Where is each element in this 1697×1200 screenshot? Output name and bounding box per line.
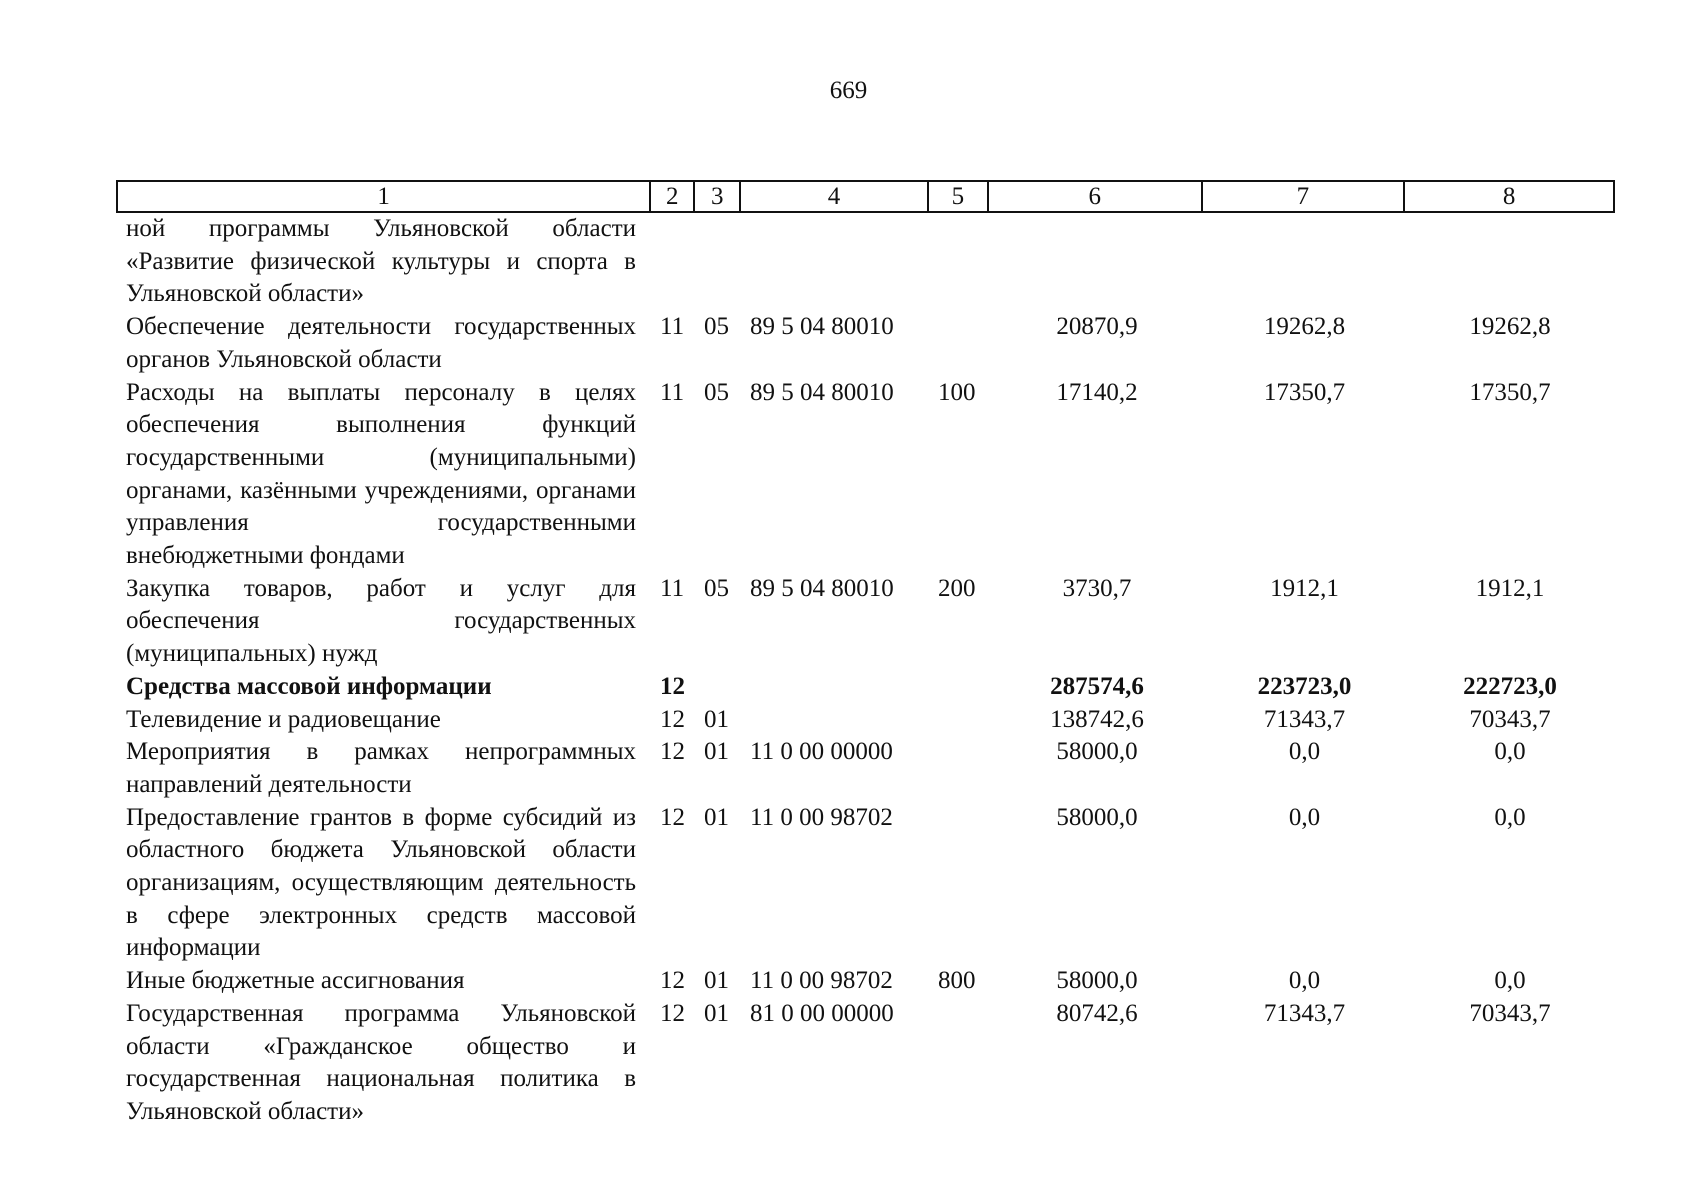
- row-col-6: 80742,6: [1056, 999, 1138, 1027]
- row-col-2: 12: [660, 672, 685, 700]
- row-description: Иные бюджетные ассигнования: [126, 967, 465, 995]
- table-row: [0, 671, 1697, 704]
- row-col-8: 0,0: [1494, 803, 1526, 831]
- table-row: [0, 736, 1697, 801]
- row-col-7: 71343,7: [1263, 705, 1346, 733]
- row-description: Расходы на выплаты персоналу в целях обеспечения выполнения функций государственными (муниципальными) органами, казёнными учреждениями, органами управления государственными внебюджетными фондами: [126, 378, 636, 570]
- row-col-2: 12: [660, 803, 685, 831]
- row-description: Государственная программа Ульяновской области «Гражданское общество и государственная национальная политика в Ульяновской области»: [126, 999, 636, 1125]
- header-col-5: 5: [929, 182, 989, 211]
- row-col-4: 11 0 00 00000: [750, 738, 893, 766]
- table-row: [0, 573, 1697, 671]
- row-col-2: 11: [660, 313, 685, 341]
- row-col-3: 05: [704, 574, 729, 602]
- table-row: [0, 802, 1697, 966]
- row-col-6: 287574,6: [1050, 672, 1144, 700]
- table-header-row: [116, 180, 1615, 213]
- row-description: Средства массовой информации: [126, 672, 492, 700]
- header-col-4: 4: [741, 182, 929, 211]
- row-col-2: 11: [660, 574, 685, 602]
- row-col-7: 0,0: [1288, 803, 1321, 831]
- row-col-3: 05: [704, 313, 729, 341]
- row-col-6: 20870,9: [1056, 313, 1138, 341]
- table-row: [0, 213, 1697, 311]
- row-col-4: 11 0 00 98702: [750, 803, 893, 831]
- row-col-2: 11: [660, 378, 685, 406]
- row-description: Обеспечение деятельности государственных органов Ульяновской области: [126, 313, 636, 373]
- row-col-7: 17350,7: [1263, 378, 1346, 406]
- row-description: Закупка товаров, работ и услуг для обеспечения государственных (муниципальных) нужд: [126, 574, 636, 668]
- row-col-8: 19262,8: [1469, 313, 1551, 341]
- table-body: [0, 213, 1697, 1129]
- row-description: Телевидение и радиовещание: [126, 705, 441, 733]
- row-col-4: 89 5 04 80010: [750, 313, 894, 341]
- row-col-6: 58000,0: [1056, 803, 1138, 831]
- row-col-3: 01: [704, 999, 729, 1027]
- row-col-7: 71343,7: [1263, 999, 1346, 1027]
- row-col-6: 138742,6: [1050, 705, 1144, 733]
- row-col-8: 0,0: [1494, 967, 1526, 995]
- row-description: ной программы Ульяновской области «Развитие физической культуры и спорта в Ульяновской области»: [126, 215, 636, 308]
- row-col-7: 223723,0: [1257, 672, 1352, 700]
- row-col-7: 1912,1: [1270, 574, 1339, 602]
- row-col-6: 3730,7: [1062, 574, 1132, 602]
- row-col-5: 800: [938, 967, 976, 995]
- page-number: 669: [829, 77, 868, 104]
- table-row: [0, 377, 1697, 573]
- row-col-5: 100: [938, 378, 976, 406]
- row-col-4: 81 0 00 00000: [750, 999, 894, 1027]
- table-row: [0, 998, 1697, 1129]
- row-description: Мероприятия в рамках непрограммных направлений деятельности: [126, 738, 636, 798]
- row-col-4: 89 5 04 80010: [750, 574, 894, 602]
- row-col-7: 0,0: [1288, 738, 1321, 766]
- row-col-2: 12: [660, 705, 685, 733]
- row-col-3: 01: [704, 705, 729, 733]
- row-col-4: 89 5 04 80010: [750, 378, 894, 406]
- row-col-3: 01: [704, 738, 729, 766]
- row-col-7: 19262,8: [1263, 313, 1346, 341]
- row-col-8: 70343,7: [1469, 705, 1551, 733]
- row-col-8: 222723,0: [1463, 672, 1557, 700]
- header-col-1: 1: [118, 182, 651, 211]
- row-col-8: 0,0: [1494, 738, 1526, 766]
- table-row: [0, 965, 1697, 998]
- row-col-8: 1912,1: [1475, 574, 1545, 602]
- header-col-8: 8: [1502, 183, 1516, 210]
- row-col-5: 200: [938, 574, 976, 602]
- row-col-3: 01: [704, 803, 729, 831]
- row-col-2: 12: [660, 999, 685, 1027]
- row-description: Предоставление грантов в форме субсидий из областного бюджета Ульяновской области организациям, осуществляющим деятельность в сфере электронных средств массовой информации: [126, 803, 636, 962]
- row-col-6: 17140,2: [1056, 378, 1138, 406]
- row-col-8: 17350,7: [1469, 378, 1551, 406]
- table-row: [0, 704, 1697, 737]
- row-col-6: 58000,0: [1056, 738, 1138, 766]
- row-col-7: 0,0: [1288, 967, 1321, 995]
- row-col-8: 70343,7: [1469, 999, 1551, 1027]
- table-row: [0, 311, 1697, 376]
- row-col-2: 12: [660, 967, 685, 995]
- row-col-3: 01: [704, 967, 729, 995]
- row-col-4: 11 0 00 98702: [750, 967, 893, 995]
- row-col-6: 58000,0: [1056, 967, 1138, 995]
- row-col-2: 12: [660, 738, 685, 766]
- row-col-3: 05: [704, 378, 729, 406]
- header-col-2: 2: [651, 182, 695, 211]
- header-col-7: 7: [1203, 182, 1406, 211]
- header-col-3: 3: [695, 182, 741, 211]
- header-col-6: 6: [989, 182, 1203, 211]
